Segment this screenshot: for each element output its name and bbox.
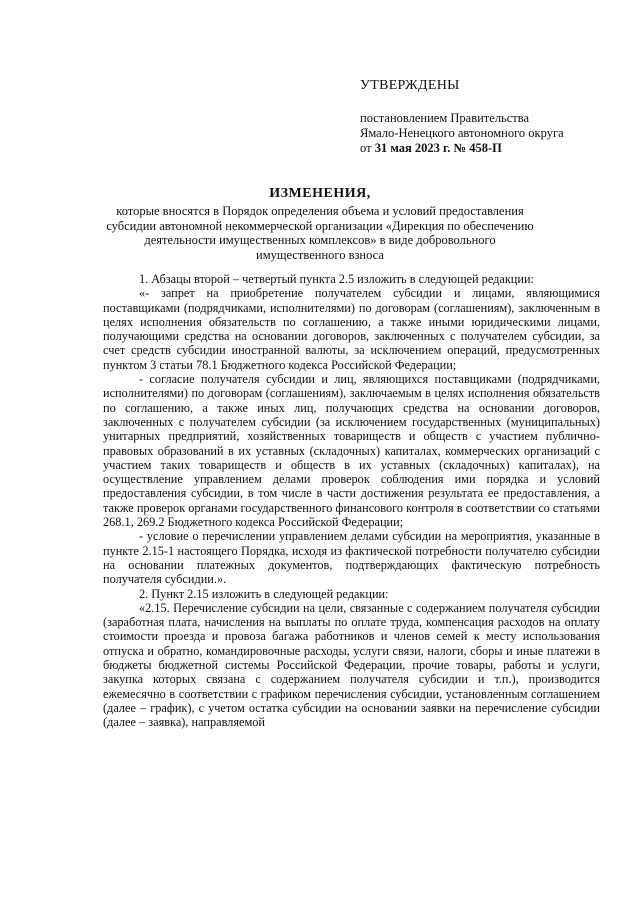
document-title: ИЗМЕНЕНИЯ,	[269, 186, 371, 201]
paragraph: «- запрет на приобретение получателем субсидии и лицами, являющимися поставщиками (подрядчиками, исполнителями) по договорам (соглашениям), заключенным в целях исполнения обязательств по соглашению, а также иными юридическими лицами, получающими средства на основании договоров, заключенных с получателем субсидии, за счет средств субсидии иностранной валюты, за исключением операций, предусмотренных пунктом 3 статьи 78.1 Бюджетного кодекса Российской Федерации;	[103, 286, 600, 372]
paragraph: «2.15. Перечисление субсидии на цели, связанные с содержанием получателя субсидии (заработная плата, начисления на выплаты по оплате труда, компенсация расходов на оплату стоимости проезда и провоза багажа работников и членов семей к месту использования отпуска и обратно, командировочные расходы, услуги связи, налоги, сборы и иные платежи в бюджеты бюджетной системы Российской Федерации, прочие товары, работы и услуги, закупка которых связана с содержанием получателя субсидии и т.п.), производится ежемесячно в соответствии с графиком перечисления субсидии, установленным соглашением (далее – график), с учетом остатка субсидии на основании заявки на перечисление субсидии (далее – заявка), направляемой	[103, 600, 600, 730]
paragraph: - условие о перечислении управлением делами субсидии на мероприятия, указанные в пункте 2.15-1 настоящего Порядка, исходя из фактической потребности получателю субсидии на основании платежных документов, подтверждающих фактическую потребность получателя субсидии.».	[103, 529, 600, 587]
approval-date-prefix: от	[360, 141, 375, 155]
document-heading	[100, 186, 540, 262]
approval-date-line	[360, 141, 620, 156]
paragraph: - согласие получателя субсидии и лиц, являющихся поставщиками (подрядчиками, исполнителями) по договорам (соглашениям), заключаемым в целях исполнения обязательств по соглашению, а также иных лиц, получающих средства на основании договоров, заключенных с получателем субсидии (за исключением государственных (муниципальных) унитарных предприятий, хозяйственных товариществ и обществ с участием публично-правовых образований в их уставных (складочных) капиталах, коммерческих организаций с участием таких товариществ и обществ в их уставных (складочных) капиталах), на осуществление управлением делами проверок соблюдения ими порядка и условий предоставления субсидии, в том числе в части достижения результата ее предоставления, а также проверок органами государственного финансового контроля в соответствии со статьями 268.1, 269.2 Бюджетного кодекса Российской Федерации;	[103, 372, 600, 530]
paragraph: 2. Пункт 2.15 изложить в следующей редакции:	[139, 586, 389, 601]
document-body	[103, 272, 600, 730]
approval-line-2: Ямало-Ненецкого автономного округа	[360, 126, 564, 140]
approval-line-1: постановлением Правительства	[360, 111, 530, 125]
approval-block	[360, 78, 620, 156]
approval-date-value: 31 мая 2023 г. № 458-П	[374, 141, 502, 155]
paragraph: 1. Абзацы второй – четвертый пункта 2.5 изложить в следующей редакции:	[139, 272, 534, 286]
approval-stamp: УТВЕРЖДЕНЫ	[360, 78, 460, 93]
document-subtitle: которые вносятся в Порядок определения объема и условий предоставления субсидии автономной некоммерческой организации «Дирекция по обеспечению деятельности имущественных комплексов» в виде добровольного имущественного взноса	[106, 204, 534, 262]
